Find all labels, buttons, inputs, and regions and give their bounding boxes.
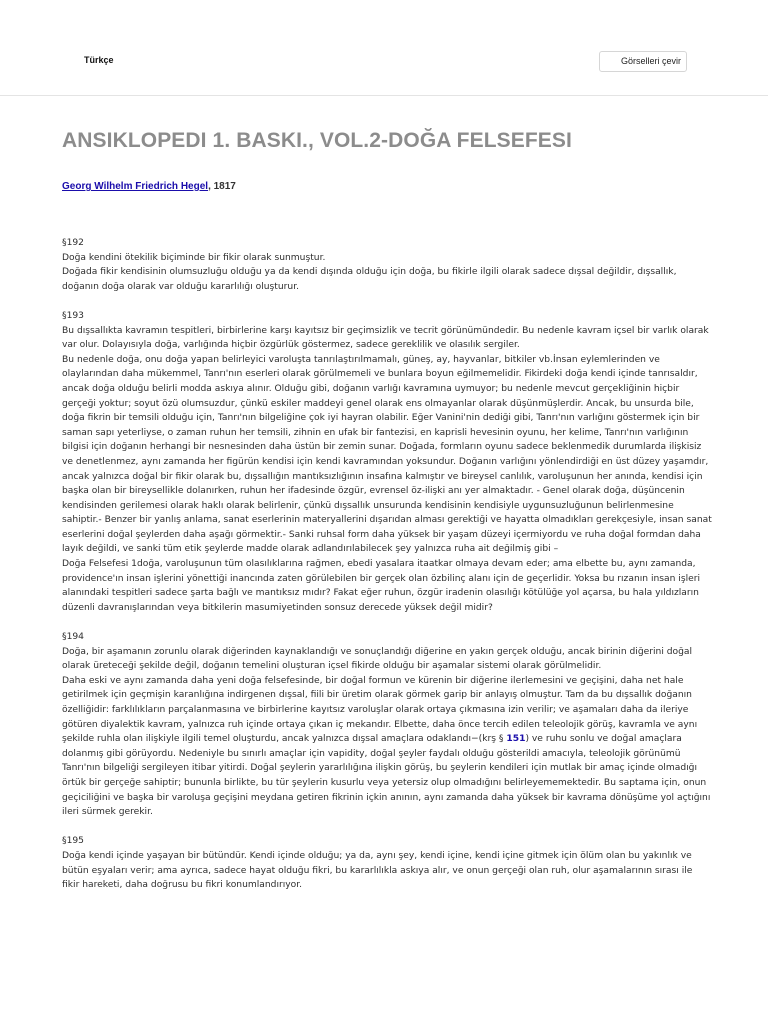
byline [62, 181, 236, 192]
publication-year: , 1817 [208, 181, 236, 192]
paragraph: Doğa kendi içinde yaşayan bir bütündür. Kendi içinde olduğu; ya da, aynı şey, kendi içine, kendi içine gitmek için ölüm olan bu yakınlık ve bütün eşyaları verir; ama ayrıca, sadece hayat olduğu fikri, bu kararlılıkla askıya alır, ve onun gerçeği olan ruh, olur aşamalarının sırası ile fikir hareketi, daha doğrusu bu fikri konumlandırıyor. [62, 850, 693, 891]
paragraph-text: ) ve ruhu sonlu ve doğal amaçlara dolanmış gibi görüyordu. Nedeniyle bu sınırlı amaçlar için vapidity, doğal şeyler faydalı olduğu gösterildi amacıyla, teleolojik görünümü Tanrı'nın bilgeliği sergileyen itibar yitirdi. Doğal şeylerin yararlılığına ilişkin görüş, bu şeylerin kendileri için mutlak bir amaç içinde olmadığı örtük bir gerçeğe sahiptir; bununla birlikte, bu tür şeylerin kusurlu veya yetersiz olup olmadığını belirleyememektedir. Bu saptama için, onun geçiciliğini ve başka bir varoluşa geçişini meydana getiren fikrinin içkin anının, aynı zamanda daha yüksek bir kavrama dönüşüme yol açtığını ileri sürmek gerekir. [62, 734, 711, 818]
author-link[interactable]: Georg Wilhelm Friedrich Hegel [62, 181, 209, 192]
paragraph: Doğa kendini ötekilik biçiminde bir fikir olarak sunmuştur. [62, 252, 326, 263]
paragraph: Doğa, bir aşamanın zorunlu olarak diğerinden kaynaklandığı ve sonuçlandığı diğerine en yakın gerçek olduğu, ancak birinin diğerini doğal olarak üreteceği şekilde değil, doğanın temelini oluşturan içsel fikirde olduğu bir aşamalar sistemi olarak görülmelidir. [62, 646, 693, 672]
top-bar [0, 0, 768, 96]
paragraph: Doğa Felsefesi 1doğa, varoluşunun tüm olasılıklarına rağmen, ebedi yasalara itaatkar olmaya devam eder; ama elbette bu, aynı zamanda, providence'ın insan işlerini yönettiği inancında zaten görülebilen bir gerçek olan özbilinç alanı için de geçerlidir. Yoksa bu rızanın insan işleri alanındaki tespitleri sadece şarta bağlı ve mantıksız mıdır? Fakat eğer ruhun, özgür iradenin olasılığı kötülüğe yol açarsa, bu hala yıldızların düzenli davranışlarından veya bitkilerin masumiyetinden sonsuz derecede yüksek değil midir? [62, 559, 701, 613]
section-number: §194 [62, 632, 84, 643]
section-number: §195 [62, 836, 84, 847]
section-reference-link[interactable]: 151 [506, 734, 526, 745]
document-title: ANSIKLOPEDI 1. BASKI., VOL.2-DOĞA FELSEFESI [62, 129, 572, 152]
paragraph [62, 674, 712, 820]
paragraph: Bu dışsallıkta kavramın tespitleri, birbirlerine karşı kayıtsız bir geçimsizlik ve tecrit görünümündedir. Bu nedenle kavram içsel bir varlık olarak var olur. Dolayısıyla doğa, varlığında hiçbir özgürlük göstermez, sadece gereklilik ve olasılık sergiler. [62, 325, 709, 351]
paragraph: Doğada fikir kendisinin olumsuzluğu olduğu ya da kendi dışında olduğu için doğa, bu fikirle ilgili olarak sadece dışsal değildir, dışsallık, doğanın doğa olarak var olduğu kararlılığı oluşturur. [62, 267, 677, 292]
section-192 [62, 236, 712, 294]
section-194 [62, 630, 712, 820]
section-195 [62, 834, 712, 892]
section-193 [62, 309, 712, 615]
translate-images-button[interactable]: Görselleri çevir [599, 51, 687, 72]
paragraph: Bu nedenle doğa, onu doğa yapan belirleyici varoluşta tanrılaştırılmamalı, güneş, ay, hayvanlar, bitkiler vb.İnsan eylemlerinden ve olaylarından daha mükemmel, Tanrı'nın eserleri olarak görülmemeli ve bunlara boyun eğilmemelidir. Fikirdeki doğa kendi içinde tanrısaldır, ancak doğa olduğu belirli modda askıya alınır. Olduğu gibi, doğanın varlığı kavramına uymuyor; bu nedenle mevcut gerçekliğinin hiçbir gerçeği yoktur; soyut özü olumsuzdur, çünkü eskiler maddeyi genel olarak ens olmayanlar olarak düşünmüşlerdir. Ancak, bu unsurda bile, doğa fikrin bir temsili olduğu için, Tanrı'nın bilgeliğine çok iyi hayran olabilir. Eğer Vanini'nin dediği gibi, Tanrı'nın varlığını göstermek için bir saman sapı yeterliyse, o zaman ruhun her temsili, zihnin en ufak bir fantezisi, en kaprisli hevesinin oyunu, her kelime, Tanrı'nın varlığının bilgisi için doğanın herhangi bir nesnesinden daha üstün bir zemin sunar. Doğada, formların oyunu sadece beklenmedik durumlarda ilişkisiz ve denetlenmez, aynı zamanda her figürün kendisi için kendi kavramından yoksundur. Doğanın varlığını yönlendirdiği en üst düzey yaşamdır, ancak yalnızca doğal bir fikir olarak bu, dışsallığın mantıksızlığının insafına kalmıştır ve bireysel canlılık, varoluşunun her anında, kendisi için başka olan bir bireysellikle dolanırken, ruhun her ifadesinde özgür, evrensel öz-ilişki anı yer almaktadır. - Genel olarak doğa, düşüncenin kendisinden gerilemesi olarak haklı olarak belirlenir, çünkü dışsallık unsurunda kendisinin kendisiyle uygunsuzluğunun belirlenmesine sahiptir.- Benzer bir yanlış anlama, sanat eserlerinin materyallerini dışarıdan alması gerektiği ve hayatta olmadıkları gerekçesiyle, insan sanat eserlerini doğal şeylerden daha aşağı görmektir.- Sanki ruhsal form daha yüksek bir yaşam düzeyi içermiyordu ve ruha doğal formdan daha layık değildi, ve sanki tüm etik şeylerde madde olarak adlandırılabilecek şey yalnızca ruha ait değilmiş gibi – [62, 354, 712, 555]
document-body [62, 236, 712, 907]
section-number: §192 [62, 238, 84, 248]
section-number: §193 [62, 310, 84, 321]
paragraph-text: Daha eski ve aynı zamanda daha yeni doğa felsefesinde, bir doğal formun ve kürenin bir diğerine ilerlemesini ve geçişini, daha net hale getirilmek için geçmişin karanlığına indirgenen dışsal, fiili bir üretim olarak görmek garip bir anlayış olmuştur. Tam da bu dışsallık doğanın özelliğidir: farklılıkların parçalanmasına ve birbirlerine kayıtsız varoluşlar olarak ortaya çıkmasına izin verilir; ve aşamaları daha da ileriye götüren diyalektik kavram, yalnızca ruh içinde ortaya çıkan iç mekandır. Elbette, daha önce tercih edilen teleolojik görüş, kavramla ve aynı şekilde ruhla olan ilişkiyle ilgili temel oluşturdu, ancak yalnızca dışsal amaçlara odaklandı−(krş § [62, 675, 698, 745]
language-label[interactable]: Türkçe [84, 55, 114, 65]
